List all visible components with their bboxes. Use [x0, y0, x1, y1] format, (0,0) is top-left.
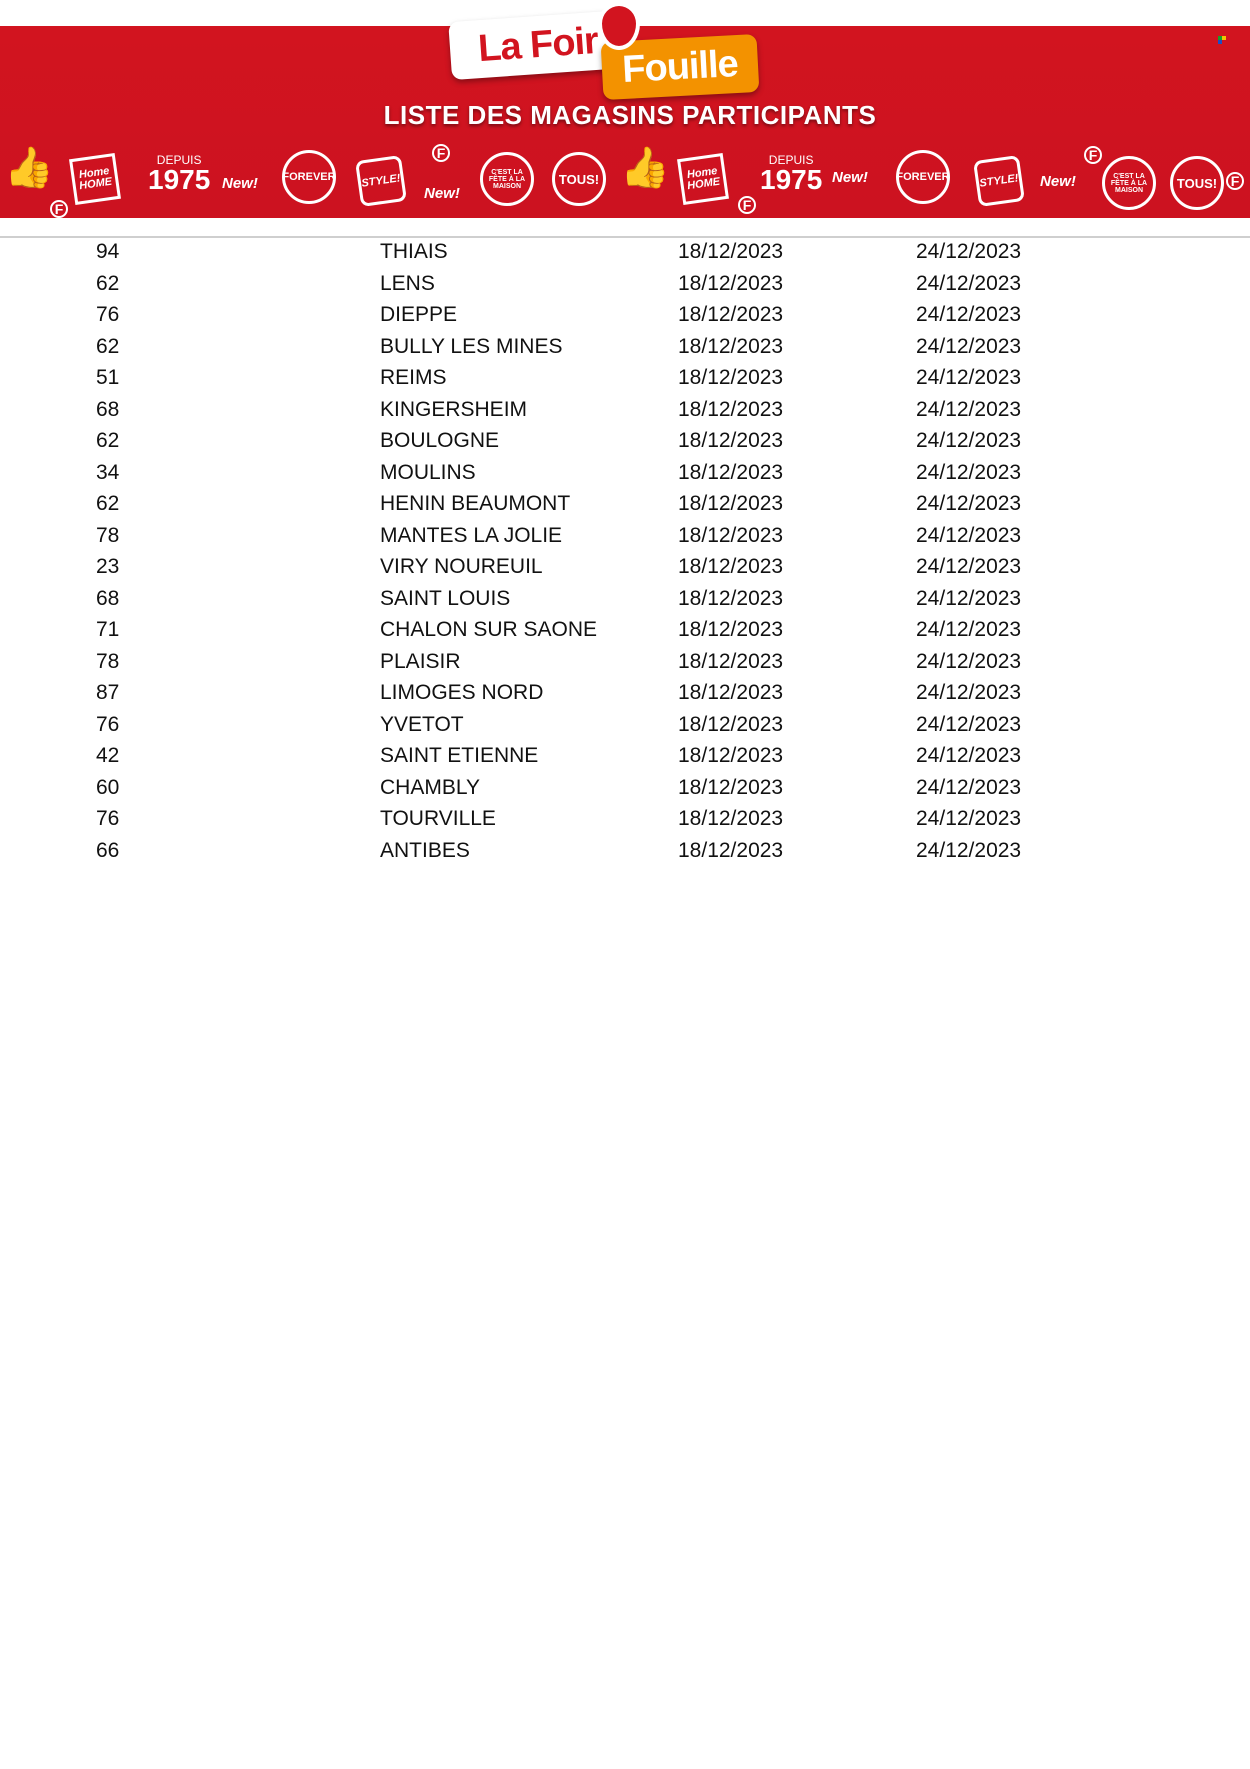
- header-banner: [0, 0, 1250, 238]
- department-cell: 94: [96, 240, 120, 263]
- department-cell: 60: [96, 775, 120, 799]
- style-icon: STYLE!: [973, 155, 1025, 207]
- city-cell: SAINT ETIENNE: [380, 744, 539, 767]
- depuis-1975-icon: DEPUIS 1975: [148, 153, 211, 195]
- department-cell: 78: [96, 649, 120, 673]
- department-cell: 68: [96, 586, 120, 610]
- depuis-1975-icon: DEPUIS 1975: [760, 153, 823, 195]
- style-icon: STYLE!: [355, 155, 407, 207]
- city-cell: CHALON SUR SAONE: [380, 618, 598, 641]
- end-date-cell: 24/12/2023: [916, 807, 1022, 830]
- start-date-cell: 18/12/2023: [678, 649, 784, 673]
- department-cell: 78: [96, 523, 120, 547]
- table-row: [0, 555, 1250, 586]
- city-cell: ANTIBES: [380, 838, 470, 862]
- start-date-cell: 18/12/2023: [678, 366, 784, 389]
- city-cell: REIMS: [380, 366, 447, 389]
- table-row: [0, 524, 1250, 555]
- city-cell: MOULINS: [380, 460, 476, 484]
- department-cell: 66: [96, 838, 120, 862]
- city-cell: LIMOGES NORD: [380, 681, 544, 704]
- start-date-cell: 18/12/2023: [678, 838, 784, 862]
- table-row: [0, 681, 1250, 712]
- end-date-cell: 24/12/2023: [916, 366, 1022, 389]
- start-date-cell: 18/12/2023: [678, 775, 784, 799]
- start-date-cell: 18/12/2023: [678, 744, 784, 767]
- start-date-cell: 18/12/2023: [678, 303, 784, 326]
- city-cell: MANTES LA JOLIE: [380, 523, 563, 547]
- table-row: [0, 807, 1250, 838]
- plaisir-pour-tous-icon: TOUS!: [1170, 156, 1224, 210]
- end-date-cell: 24/12/2023: [916, 271, 1022, 295]
- end-date-cell: 24/12/2023: [916, 649, 1022, 673]
- city-cell: THIAIS: [380, 240, 448, 263]
- end-date-cell: 24/12/2023: [916, 838, 1022, 862]
- table-row: [0, 461, 1250, 492]
- end-date-cell: 24/12/2023: [916, 586, 1022, 610]
- f-badge-icon: F: [738, 196, 756, 214]
- end-date-cell: 24/12/2023: [916, 744, 1022, 767]
- table-row: [0, 240, 1250, 271]
- color-dot-icon: [1218, 36, 1226, 44]
- new-burst-icon: ✸ New!: [832, 170, 868, 185]
- department-cell: 51: [96, 366, 120, 389]
- f-forever-icon: FOREVER: [896, 150, 950, 204]
- city-cell: CHAMBLY: [380, 775, 480, 799]
- city-cell: BOULOGNE: [380, 429, 500, 452]
- city-cell: DIEPPE: [380, 303, 458, 326]
- start-date-cell: 18/12/2023: [678, 712, 784, 736]
- department-cell: 62: [96, 429, 120, 452]
- brand-logo: [450, 8, 760, 98]
- home-sweet-home-icon: Home HOME: [69, 153, 121, 205]
- table-row: [0, 650, 1250, 681]
- start-date-cell: 18/12/2023: [678, 460, 784, 484]
- end-date-cell: 24/12/2023: [916, 618, 1022, 641]
- end-date-cell: 24/12/2023: [916, 429, 1022, 452]
- f-badge-icon: F: [1226, 172, 1244, 190]
- start-date-cell: 18/12/2023: [678, 681, 784, 704]
- department-cell: 42: [96, 744, 120, 767]
- thumbs-up-icon: 👍: [4, 146, 54, 190]
- department-cell: 62: [96, 492, 120, 515]
- end-date-cell: 24/12/2023: [916, 681, 1022, 704]
- start-date-cell: 18/12/2023: [678, 586, 784, 610]
- start-date-cell: 18/12/2023: [678, 271, 784, 295]
- new-burst-icon: ✸ New!: [1040, 174, 1076, 189]
- start-date-cell: 18/12/2023: [678, 334, 784, 358]
- table-row: [0, 429, 1250, 460]
- end-date-cell: 24/12/2023: [916, 397, 1022, 421]
- end-date-cell: 24/12/2023: [916, 775, 1022, 799]
- start-date-cell: 18/12/2023: [678, 429, 784, 452]
- table-row: [0, 366, 1250, 397]
- start-date-cell: 18/12/2023: [678, 555, 784, 578]
- department-cell: 62: [96, 271, 120, 295]
- city-cell: SAINT LOUIS: [380, 586, 511, 610]
- logo-text-2: Fouille: [621, 42, 739, 91]
- end-date-cell: 24/12/2023: [916, 712, 1022, 736]
- table-row: [0, 272, 1250, 303]
- start-date-cell: 18/12/2023: [678, 397, 784, 421]
- end-date-cell: 24/12/2023: [916, 555, 1022, 578]
- department-cell: 68: [96, 397, 120, 421]
- department-cell: 76: [96, 807, 120, 830]
- city-cell: LENS: [380, 271, 435, 295]
- fete-maison-icon: C'EST LA FÊTE À LA MAISON: [480, 152, 534, 206]
- end-date-cell: 24/12/2023: [916, 492, 1022, 515]
- department-cell: 34: [96, 460, 120, 484]
- department-cell: 62: [96, 334, 120, 358]
- table-row: [0, 776, 1250, 807]
- start-date-cell: 18/12/2023: [678, 492, 784, 515]
- table-row: [0, 335, 1250, 366]
- start-date-cell: 18/12/2023: [678, 618, 784, 641]
- table-row: [0, 303, 1250, 334]
- city-cell: YVETOT: [380, 712, 464, 736]
- department-cell: 87: [96, 681, 120, 704]
- city-cell: BULLY LES MINES: [380, 334, 563, 358]
- decorative-icon-strip: [0, 146, 1250, 216]
- table-row: [0, 744, 1250, 775]
- department-cell: 76: [96, 712, 120, 736]
- new-burst-icon: ✸ New!: [424, 186, 460, 201]
- end-date-cell: 24/12/2023: [916, 523, 1022, 547]
- end-date-cell: 24/12/2023: [916, 240, 1022, 263]
- city-cell: KINGERSHEIM: [380, 397, 528, 421]
- table-row: [0, 587, 1250, 618]
- table-row: [0, 492, 1250, 523]
- table-row: [0, 713, 1250, 744]
- end-date-cell: 24/12/2023: [916, 303, 1022, 326]
- table-row: [0, 398, 1250, 429]
- start-date-cell: 18/12/2023: [678, 807, 784, 830]
- f-forever-icon: FOREVER: [282, 150, 336, 204]
- home-sweet-home-icon: Home HOME: [677, 153, 729, 205]
- fete-maison-icon: C'EST LA FÊTE À LA MAISON: [1102, 156, 1156, 210]
- f-badge-icon: F: [432, 144, 450, 162]
- table-row: [0, 839, 1250, 870]
- department-cell: 23: [96, 555, 120, 578]
- city-cell: TOURVILLE: [380, 807, 496, 830]
- logo-text-1: La Foir: [476, 19, 600, 70]
- page-title: LISTE DES MAGASINS PARTICIPANTS: [383, 100, 877, 130]
- department-cell: 71: [96, 618, 120, 641]
- start-date-cell: 18/12/2023: [678, 240, 784, 263]
- city-cell: VIRY NOUREUIL: [380, 555, 543, 578]
- city-cell: PLAISIR: [380, 649, 461, 673]
- table-row: [0, 618, 1250, 649]
- new-burst-icon: ✸ New!: [222, 176, 258, 191]
- f-badge-icon: F: [50, 200, 68, 218]
- end-date-cell: 24/12/2023: [916, 460, 1022, 484]
- city-cell: HENIN BEAUMONT: [380, 492, 571, 515]
- department-cell: 76: [96, 303, 120, 326]
- thumbs-up-icon: 👍: [620, 146, 670, 190]
- plaisir-pour-tous-icon: TOUS!: [552, 152, 606, 206]
- start-date-cell: 18/12/2023: [678, 523, 784, 547]
- end-date-cell: 24/12/2023: [916, 334, 1022, 358]
- f-badge-icon: F: [1084, 146, 1102, 164]
